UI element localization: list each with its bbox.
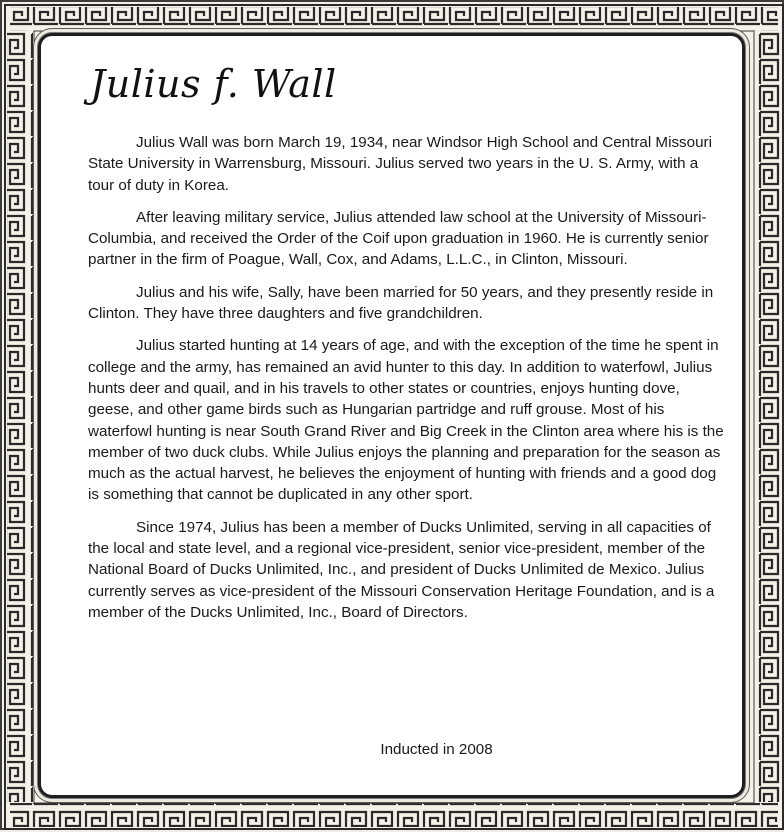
paragraph-birth: Julius Wall was born March 19, 1934, near Windsor High School and Central Missouri State University in Warrensburg, Missouri. Julius served two years in the U. S. Army, with a tour of duty in Korea. [88, 134, 712, 194]
paragraph-ducks-unlimited: Since 1974, Julius has been a member of Ducks Unlimited, serving in all capacities of the local and state level, and a regional vice-president, senior vice-president, member of the National Board of Ducks Unlimited, Inc., and president of Ducks Unlimited de Mexico. Julius currently serves as vice-president of the Missouri Conservation Heritage Foundation, and is a member of the Ducks Unlimited, Inc., Board of Directors. [88, 518, 715, 621]
paragraph-family: Julius and his wife, Sally, have been married for 50 years, and they presently reside in Clinton. They have three daughters and five grandchildren. [88, 283, 714, 323]
page-title: Julius f. Wall [90, 62, 337, 106]
biography [88, 132, 728, 634]
paragraph-hunting: Julius started hunting at 14 years of age, and with the exception of the time he spent in college and the army, has remained an avid hunter to this day. In addition to waterfowl, Julius hunts deer and quail, and in his travels to other states or countries, enjoys hunting dove, geese, and other game birds such as Hungarian partridge and ruff grouse. Most of his waterfowl hunting is near South Grand River and Big Creek in the Clinton area where his is the member of two duck clubs. While Julius enjoys the planning and preparation for the season as much as the actual harvest, he believes the enjoyment of hunting with friends and a good dog is something that cannot be duplicated in any other sport. [88, 337, 724, 504]
induction-year: Inducted in 2008 [380, 741, 493, 758]
paragraph-education: After leaving military service, Julius attended law school at the University of Missouri-Columbia, and received the Order of the Coif upon graduation in 1960. He is currently senior partner in the firm of Poague, Wall, Cox, and Adams, L.L.C., in Clinton, Missouri. [88, 208, 709, 269]
